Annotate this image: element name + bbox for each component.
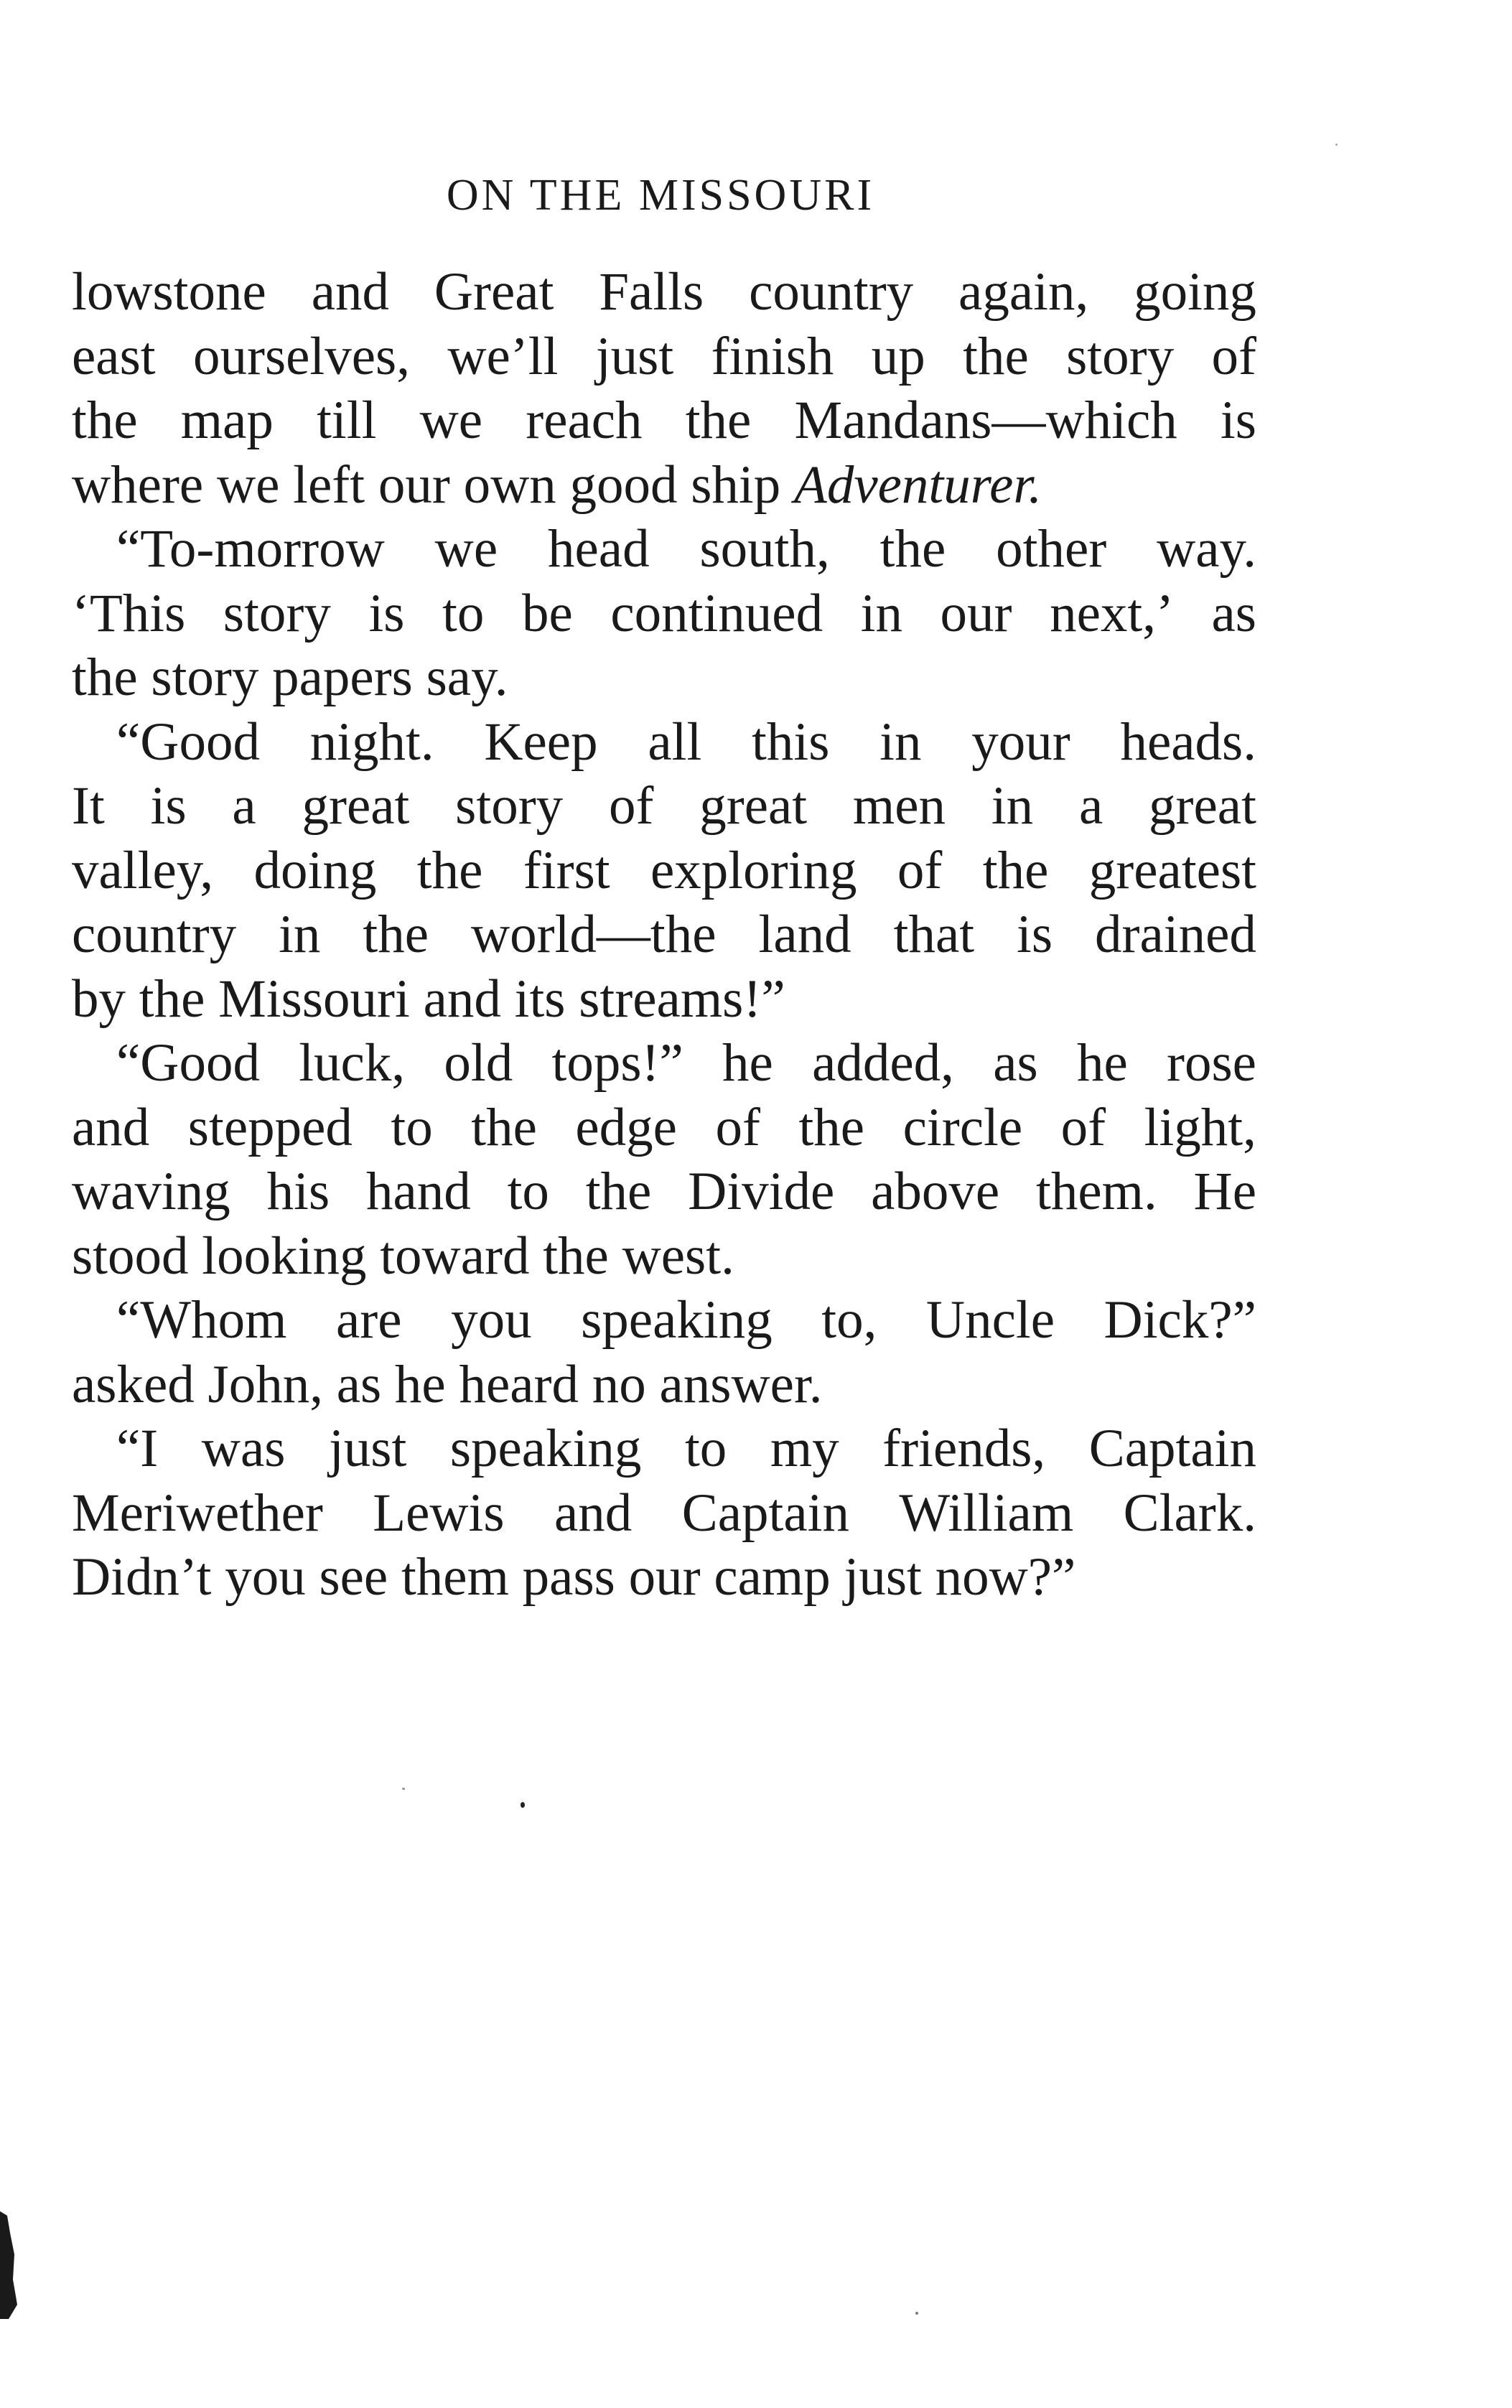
text-line: “Good night. Keep all this in your heads. xyxy=(116,711,1256,772)
text-line: “I was just speaking to my friends, Captain xyxy=(116,1419,1256,1478)
text-line: “Good luck, old tops!” he added, as he rose xyxy=(116,1033,1256,1093)
paragraph xyxy=(72,260,1256,517)
text-line: “To-morrow we head south, the other way. xyxy=(116,519,1256,579)
text-line: asked John, as he heard no answer. xyxy=(72,1354,823,1414)
text-line: and stepped to the edge of the circle of light, xyxy=(72,1097,1256,1157)
paragraph xyxy=(72,517,1256,710)
running-head: ON THE MISSOURI xyxy=(446,171,875,220)
body-text xyxy=(72,260,1256,1610)
text-line: valley, doing the first exploring of the greatest xyxy=(72,840,1256,900)
paragraph xyxy=(72,1417,1256,1610)
text-line: by the Missouri and its streams!” xyxy=(72,969,785,1029)
paragraph xyxy=(72,1031,1256,1288)
text-line: “Whom are you speaking to, Uncle Dick?” xyxy=(116,1290,1256,1350)
text-line: lowstone and Great Falls country again, going xyxy=(72,262,1256,322)
text-line: where we left our own good ship Adventurer. xyxy=(72,453,1256,518)
text-line: country in the world—the land that is drained xyxy=(72,905,1256,964)
text-line: ‘This story is to be continued in our next,’ as xyxy=(72,583,1256,643)
paragraph xyxy=(72,710,1256,1032)
text-line: stood looking toward the west. xyxy=(72,1226,734,1286)
text-line: the map till we reach the Mandans—which is xyxy=(72,391,1256,450)
scan-edge-mark xyxy=(0,2211,19,2319)
paragraph xyxy=(72,1288,1256,1417)
text-line: It is a great story of great men in a great xyxy=(72,776,1256,836)
text-line: waving his hand to the Divide above them. He xyxy=(72,1162,1256,1221)
text-line: east ourselves, we’ll just finish up the story of xyxy=(72,326,1256,386)
text-line: Didn’t you see them pass our camp just now?” xyxy=(72,1547,1076,1607)
text-line: Meriwether Lewis and Captain William Clark. xyxy=(72,1483,1256,1543)
italic-ship-name: Adventurer. xyxy=(794,454,1042,515)
text-line: the story papers say. xyxy=(72,648,508,707)
